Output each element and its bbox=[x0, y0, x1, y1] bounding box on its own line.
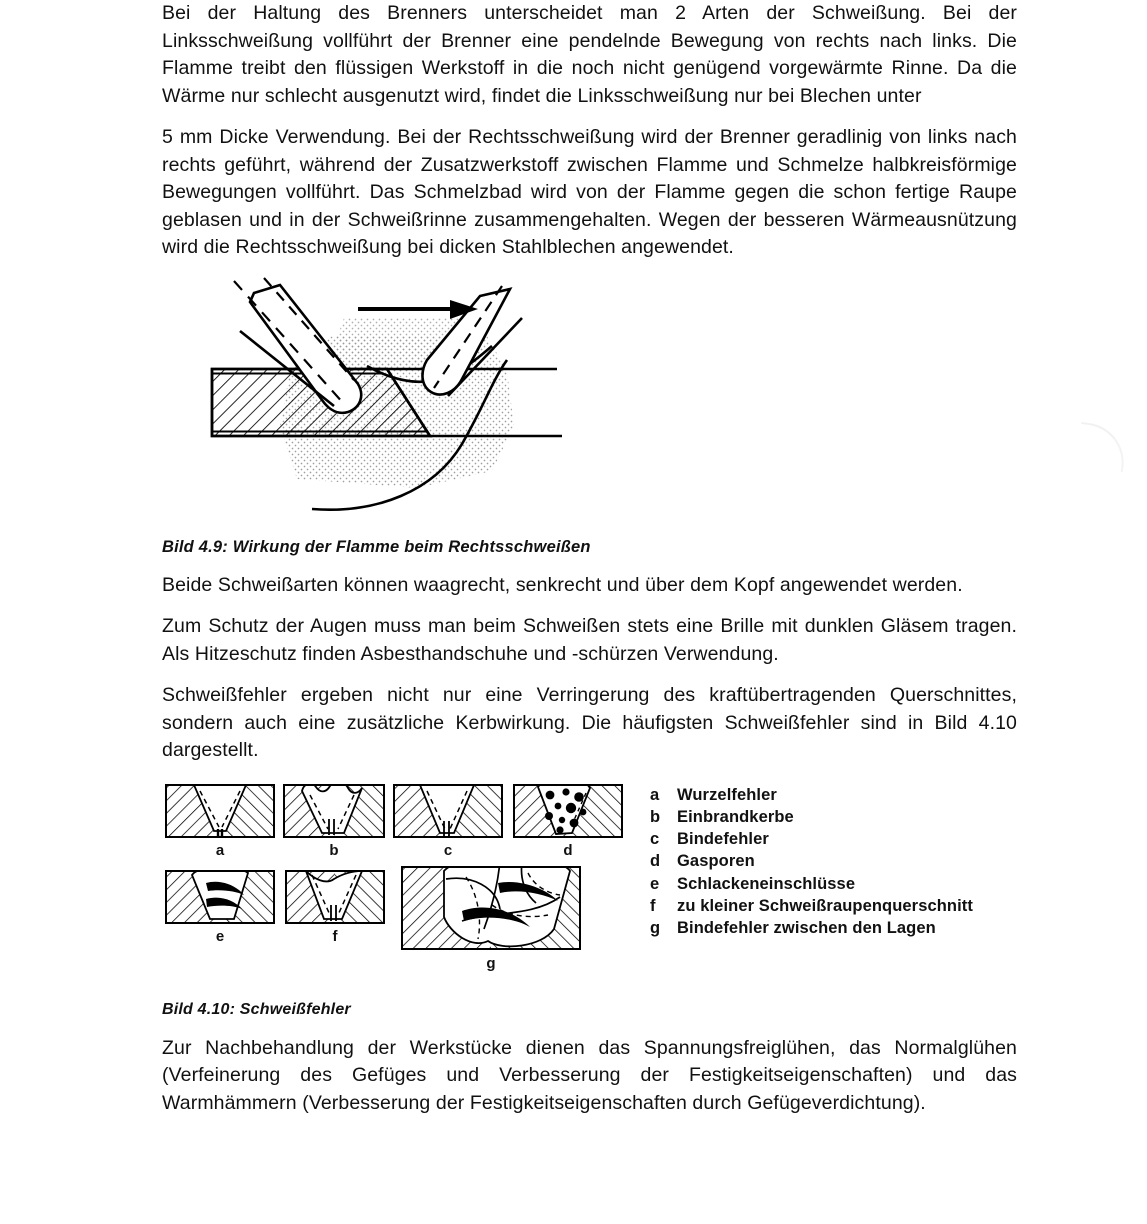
legend-item-c bbox=[650, 828, 1020, 850]
welding-defects-illustration bbox=[162, 779, 632, 984]
legend-label-a: Wurzelfehler bbox=[677, 785, 777, 804]
legend-label-c: Bindefehler bbox=[677, 830, 769, 849]
defect-label-g: g bbox=[486, 954, 496, 972]
figure-welding-torch bbox=[162, 276, 1017, 526]
scan-artifact bbox=[1075, 422, 1129, 472]
legend-label-g: Bindefehler zwischen den Lagen bbox=[677, 919, 936, 938]
figure-welding-defects bbox=[162, 779, 1017, 991]
legend-label-b: Einbrandkerbe bbox=[677, 807, 794, 826]
defect-label-a: a bbox=[215, 841, 225, 859]
legend-key-f: f bbox=[650, 896, 656, 915]
legend-item-a bbox=[650, 784, 1020, 806]
paragraph-4: Zum Schutz der Augen muss man beim Schweißen stets eine Brille mit dunklen Gläsem tragen. Als Hitzeschutz finden Asbesthandschuhe und -schürzen Verwendung. bbox=[162, 615, 1017, 665]
defect-diagram-d bbox=[514, 781, 622, 859]
legend-key-d: d bbox=[650, 852, 661, 871]
legend-label-f: zu kleiner Schweißraupenquerschnitt bbox=[677, 896, 973, 915]
page-content bbox=[162, 0, 1017, 1131]
defects-legend bbox=[650, 784, 1020, 940]
defect-label-d: d bbox=[563, 841, 573, 859]
legend-key-b: b bbox=[650, 807, 661, 826]
defect-diagram-e bbox=[166, 867, 274, 945]
defect-label-c: c bbox=[443, 841, 453, 859]
legend-key-c: c bbox=[650, 830, 660, 849]
figure-caption-4-9: Bild 4.9: Wirkung der Flamme beim Rechtsschweißen bbox=[162, 537, 591, 556]
legend-label-e: Schlackeneinschlüsse bbox=[677, 874, 856, 893]
right-arrow-icon bbox=[358, 300, 478, 319]
legend-item-b bbox=[650, 806, 1020, 828]
legend-key-e: e bbox=[650, 874, 660, 893]
defect-diagram-c bbox=[394, 780, 502, 859]
legend-item-f bbox=[650, 895, 1020, 917]
defect-diagram-f bbox=[286, 871, 384, 945]
defect-label-f: f bbox=[332, 927, 338, 945]
paragraph-3: Beide Schweißarten können waagrecht, senkrecht und über dem Kopf angewendet werden. bbox=[162, 573, 963, 596]
defect-label-b: b bbox=[329, 841, 339, 859]
defect-label-e: e bbox=[215, 927, 225, 945]
legend-item-e bbox=[650, 873, 1020, 895]
legend-item-d bbox=[650, 850, 1020, 872]
paragraph-1: Bei der Haltung des Brenners unterscheidet man 2 Arten der Schweißung. Bei der Linksschweißung vollführt der Brenner eine pendelnde Bewegung von rechts nach links. Die Flamme treibt den flüssigen Werkstoff in die noch nicht genügend vorgewärmte Rinne. Da die Wärme nur schlecht ausgenutzt wird, findet die Linksschweißung nur bei Blechen unter bbox=[162, 2, 1017, 107]
defect-diagram-a bbox=[166, 779, 274, 859]
defect-diagram-b bbox=[284, 781, 384, 858]
legend-item-g bbox=[650, 917, 1020, 939]
legend-label-d: Gasporen bbox=[677, 852, 755, 871]
legend-key-a: a bbox=[650, 785, 660, 804]
welding-torch-illustration bbox=[162, 276, 1017, 526]
legend-key-g: g bbox=[650, 919, 661, 938]
defect-diagram-g bbox=[402, 859, 580, 971]
paragraph-2: 5 mm Dicke Verwendung. Bei der Rechtsschweißung wird der Brenner geradlinig von links nach rechts geführt, während der Zusatzwerkstoff zwischen Flamme und Schmelze halbkreisförmige Bewegungen vollführt. Das Schmelzbad wird von der Flamme gegen die schon fertige Raupe geblasen und in der Schweißrinne zusammengehalten. Wegen der besseren Wärmeausnützung wird die Rechtsschweißung bei dicken Stahlblechen angewendet. bbox=[162, 126, 1017, 258]
paragraph-6: Zur Nachbehandlung der Werkstücke dienen das Spannungsfreiglühen, das Normalglühen (Verfeinerung des Gefüges und Verbesserung der Festigkeitseigenschaften) und das Warmhämmern (Verbesserung der Festigkeitseigenschaften durch Gefügeverdichtung). bbox=[162, 1036, 1017, 1114]
figure-caption-4-10: Bild 4.10: Schweißfehler bbox=[162, 1000, 351, 1018]
paragraph-5: Schweißfehler ergeben nicht nur eine Verringerung des kraftübertragenden Querschnittes, sondern auch eine zusätzliche Kerbwirkung. Die häufigsten Schweißfehler sind in Bild 4.10 dargestellt. bbox=[162, 684, 1017, 761]
